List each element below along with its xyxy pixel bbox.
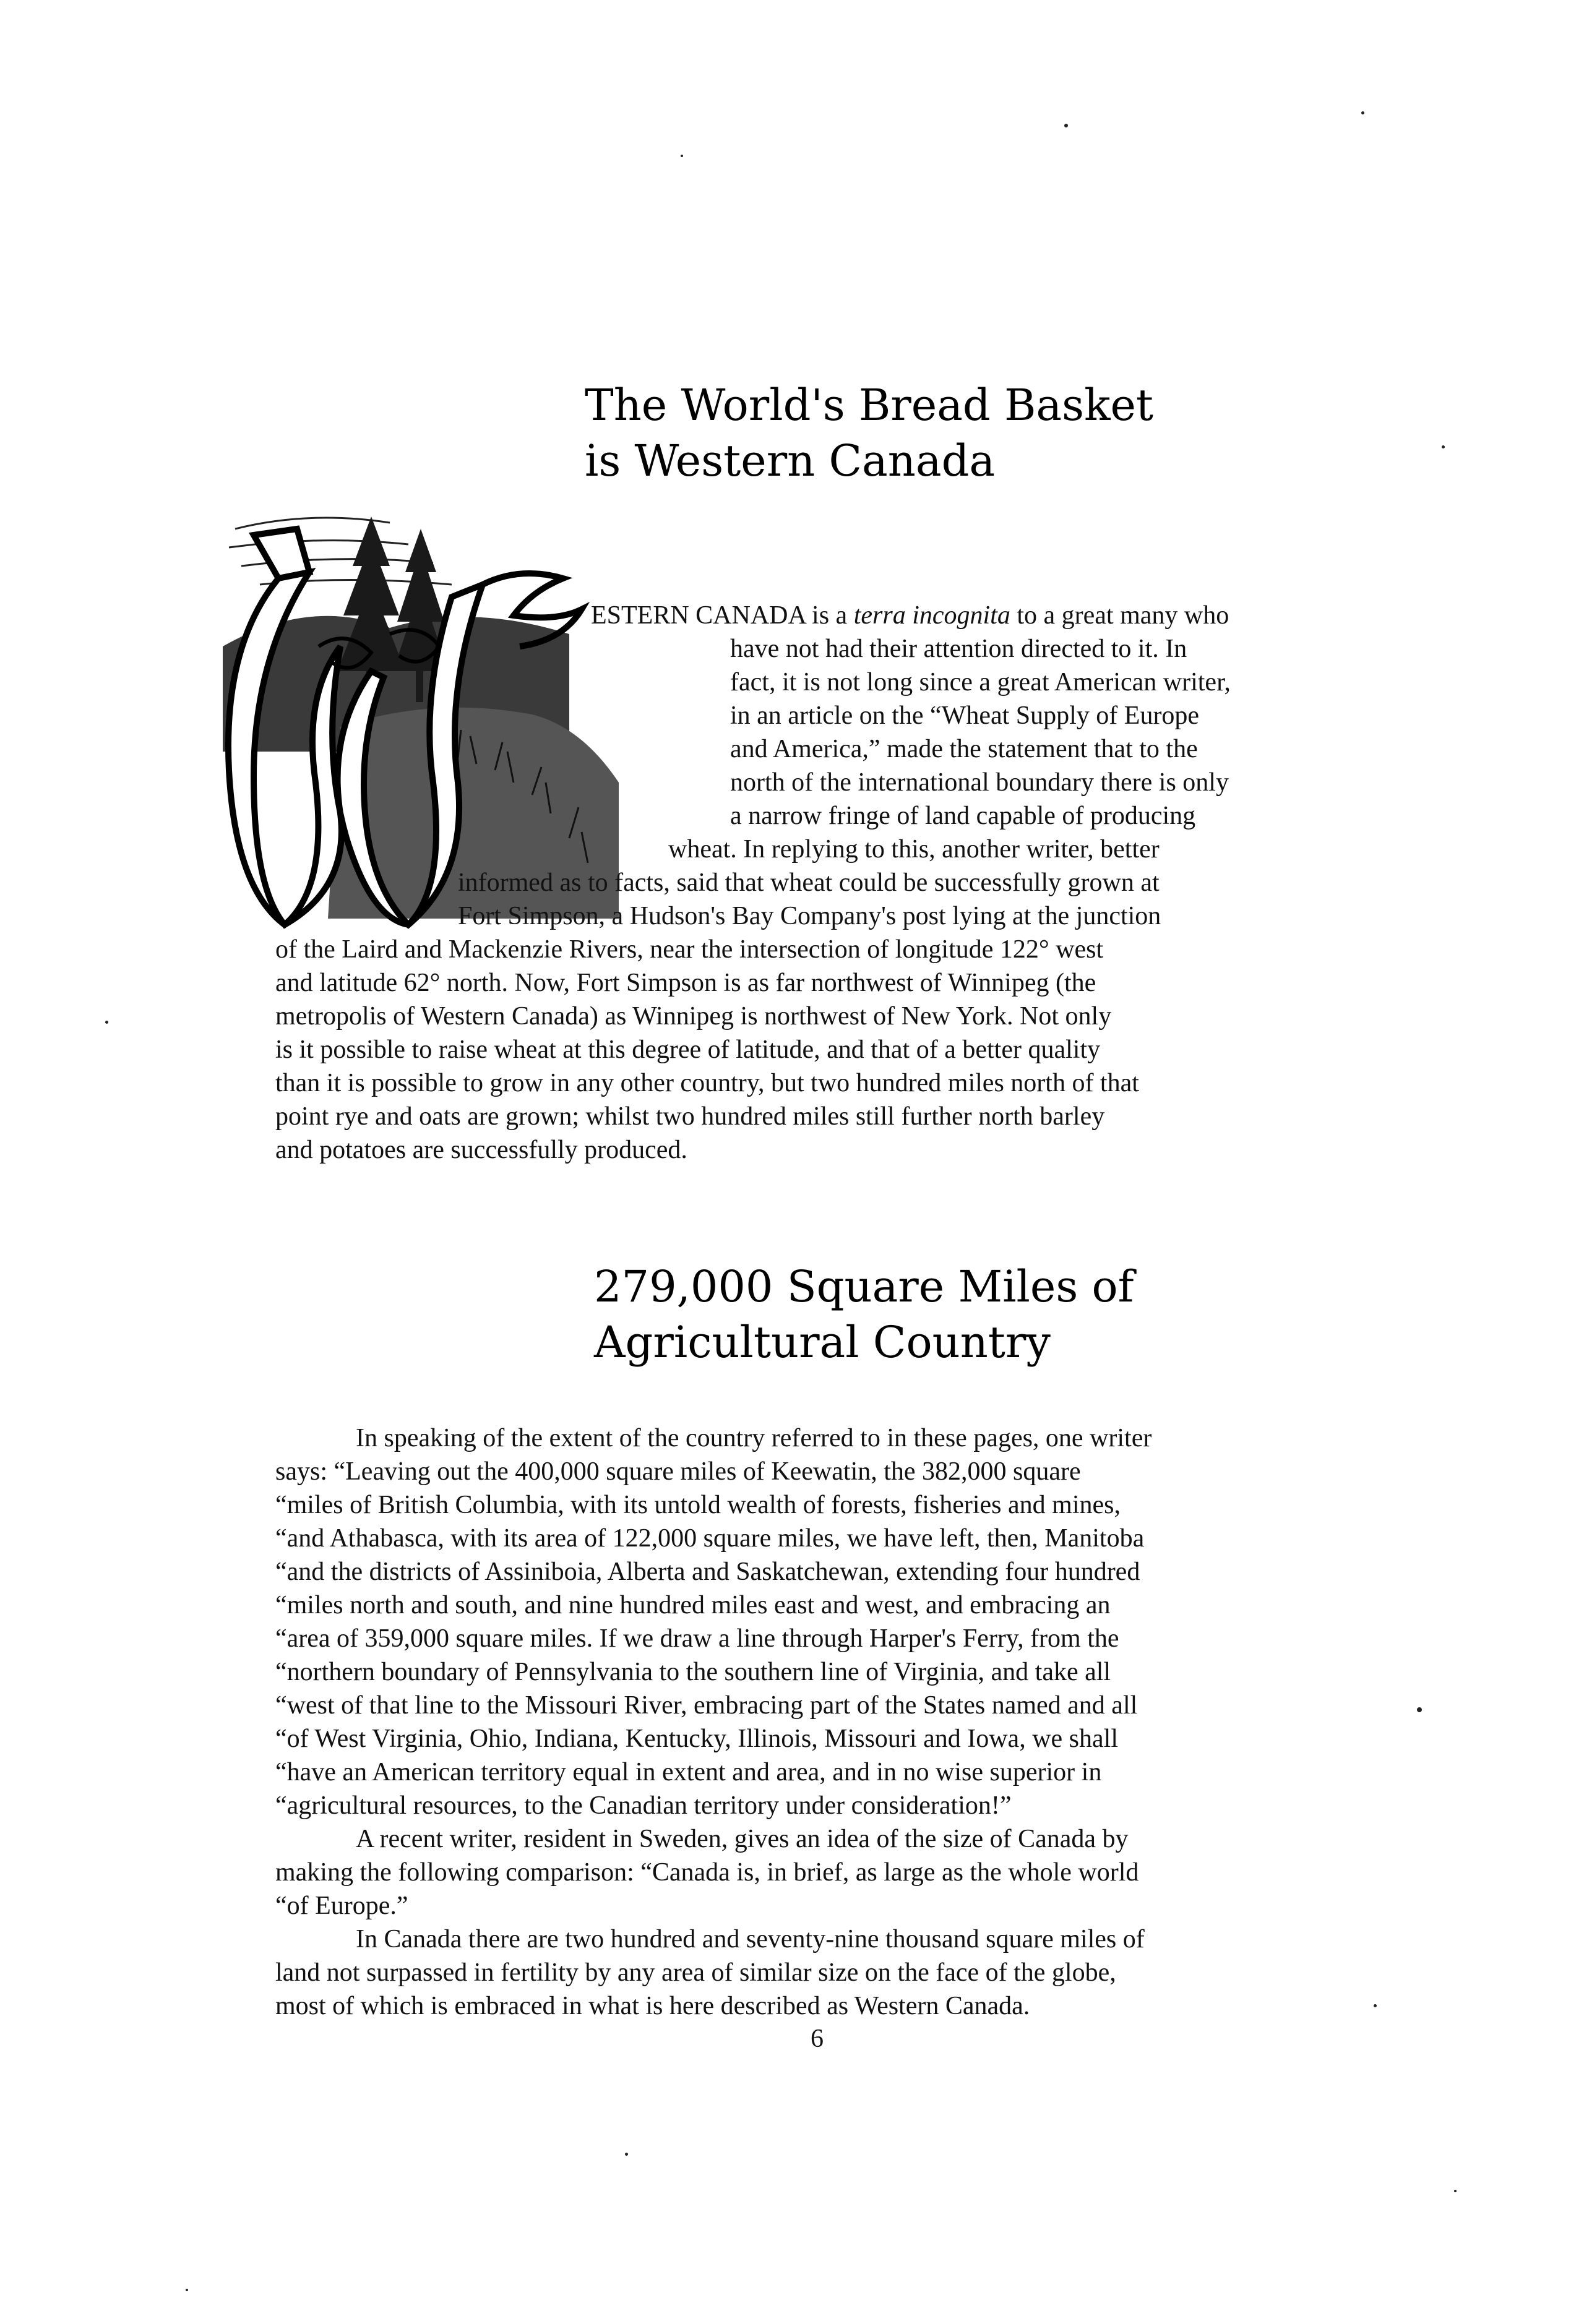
page-number: 6: [811, 2025, 824, 2053]
scan-speck: [1064, 124, 1068, 127]
section1-line-12: and latitude 62° north. Now, Fort Simpson is as far northwest of Winnipeg (the: [275, 969, 1096, 997]
scan-speck: [1361, 111, 1364, 114]
section1-title-line1: The World's Bread Basket: [585, 380, 1154, 431]
section2-line-10: “of West Virginia, Ohio, Indiana, Kentucky, Illinois, Missouri and Iowa, we shall: [275, 1725, 1118, 1753]
section2-line-18: most of which is embraced in what is here described as Western Canada.: [275, 1992, 1030, 2020]
section1-title-line2: is Western Canada: [585, 435, 996, 486]
section1-line-7: a narrow fringe of land capable of producing: [730, 802, 1196, 830]
scan-speck: [1442, 445, 1445, 448]
section2-line-4: “and Athabasca, with its area of 122,000 square miles, we have left, then, Manitoba: [275, 1524, 1145, 1553]
section2-line-1: In speaking of the extent of the country referred to in these pages, one writer: [356, 1424, 1152, 1452]
section1-line-10: Fort Simpson, a Hudson's Bay Company's post lying at the junction: [458, 902, 1161, 930]
section1-line-1: ESTERN CANADA is a terra incognita to a great many who: [591, 601, 1229, 630]
section2-line-15: “of Europe.”: [275, 1892, 408, 1920]
scan-speck: [1374, 2004, 1377, 2007]
section2-line-6: “miles north and south, and nine hundred miles east and west, and embracing an: [275, 1591, 1111, 1619]
section2-line-11: “have an American territory equal in extent and area, and in no wise superior in: [275, 1758, 1102, 1786]
section1-line-14: is it possible to raise wheat at this degree of latitude, and that of a better quality: [275, 1036, 1101, 1064]
section1-line-4: in an article on the “Wheat Supply of Europe: [730, 701, 1200, 730]
section2-title-line2: Agricultural Country: [594, 1317, 1051, 1368]
section1-line-11: of the Laird and Mackenzie Rivers, near the intersection of longitude 122° west: [275, 935, 1104, 964]
section2-line-9: “west of that line to the Missouri River, embracing part of the States named and all: [275, 1691, 1138, 1720]
section1-line-3: fact, it is not long since a great American writer,: [730, 668, 1231, 697]
section1-line-2: have not had their attention directed to it. In: [730, 635, 1187, 663]
section1-line-6: north of the international boundary there is only: [730, 768, 1229, 797]
section2-line-8: “northern boundary of Pennsylvania to the southern line of Virginia, and take all: [275, 1658, 1111, 1686]
scan-speck: [625, 2153, 628, 2156]
scan-speck: [186, 2289, 188, 2291]
section1-line-5: and America,” made the statement that to the: [730, 735, 1198, 763]
section2-title-line1: 279,000 Square Miles of: [594, 1261, 1134, 1312]
scan-speck: [681, 155, 683, 157]
section2-line-5: “and the districts of Assiniboia, Alberta and Saskatchewan, extending four hundred: [275, 1558, 1140, 1586]
section2-line-3: “miles of British Columbia, with its untold wealth of forests, fisheries and mines,: [275, 1491, 1121, 1519]
section1-line-17: and potatoes are successfully produced.: [275, 1136, 687, 1164]
section1-line-9: informed as to facts, said that wheat could be successfully grown at: [458, 868, 1160, 897]
section2-line-14: making the following comparison: “Canada is, in brief, as large as the whole world: [275, 1858, 1139, 1887]
section2-line-13: A recent writer, resident in Sweden, gives an idea of the size of Canada by: [356, 1825, 1129, 1853]
section2-line-7: “area of 359,000 square miles. If we draw a line through Harper's Ferry, from the: [275, 1624, 1119, 1653]
section1-line-13: metropolis of Western Canada) as Winnipeg is northwest of New York. Not only: [275, 1002, 1112, 1031]
section1-line-15: than it is possible to grow in any other country, but two hundred miles north of that: [275, 1069, 1139, 1097]
section2-line-12: “agricultural resources, to the Canadian territory under consideration!”: [275, 1791, 1012, 1820]
section2-line-16: In Canada there are two hundred and seventy-nine thousand square miles of: [356, 1925, 1145, 1953]
scan-speck: [105, 1021, 108, 1024]
section1-line-16: point rye and oats are grown; whilst two hundred miles still further north barley: [275, 1102, 1105, 1131]
scan-speck: [1417, 1707, 1422, 1712]
section2-line-17: land not surpassed in fertility by any area of similar size on the face of the globe,: [275, 1958, 1116, 1987]
scan-speck: [1454, 2190, 1457, 2192]
section1-line-8: wheat. In replying to this, another writer, better: [668, 835, 1160, 864]
section2-line-2: says: “Leaving out the 400,000 square miles of Keewatin, the 382,000 square: [275, 1457, 1081, 1486]
